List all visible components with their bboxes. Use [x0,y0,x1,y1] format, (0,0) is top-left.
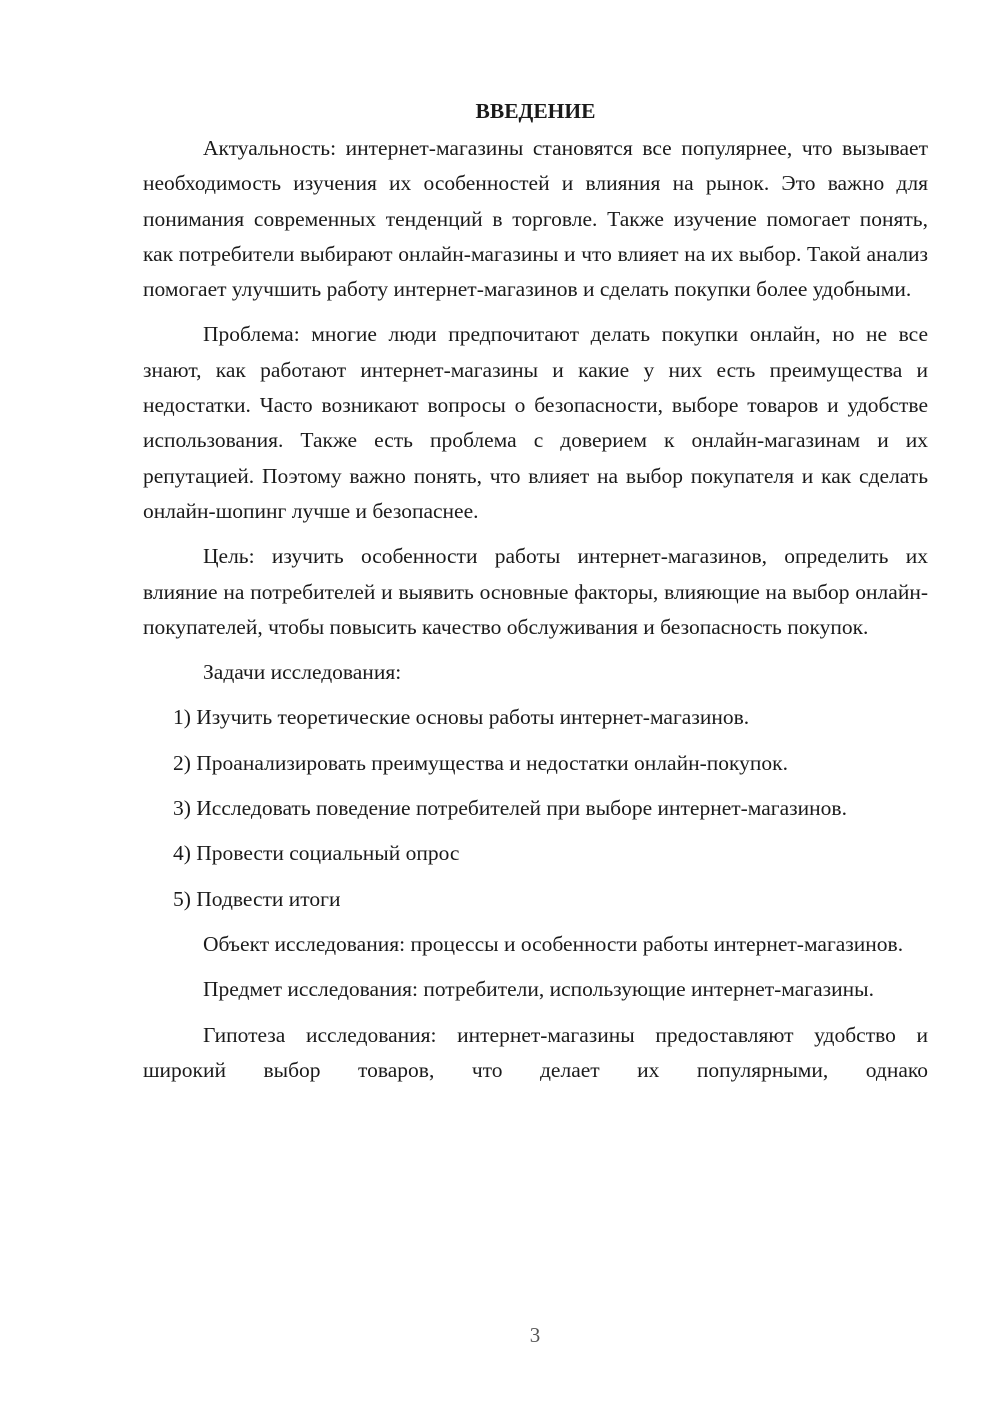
paragraph-goal: Цель: изучить особенности работы интернет-магазинов, определить их влияние на потребителей и выявить основные факторы, влияющие на выбор онлайн-покупателей, чтобы повысить качество обслуживания и безопасность покупок. [143,544,928,639]
paragraph-tasks-heading: Задачи исследования: [203,660,402,685]
paragraph-problem: Проблема: многие люди предпочитают делать покупки онлайн, но не все знают, как работают интернет-магазины и какие у них есть преимущества и недостатки. Часто возникают вопросы о безопасности, выборе товаров и удобстве использования. Также есть проблема с доверием к онлайн-магазинам и их репутацией. Поэтому важно понять, что влияет на выбор покупателя и как сделать онлайн-шопинг лучше и безопаснее. [143,322,928,523]
paragraph-relevance: Актуальность: интернет-магазины становятся все популярнее, что вызывает необходимость изучения их особенностей и влияния на рынок. Это важно для понимания современных тенденций в торговле. Также изучение помогает понять, как потребители выбирают онлайн-магазины и что влияет на их выбор. Такой анализ помогает улучшить работу интернет-магазинов и сделать покупки более удобными. [143,136,928,302]
page-number: 3 [529,1323,541,1347]
task-item-5: 5) Подвести итоги [173,886,341,911]
paragraph-subject: Предмет исследования: потребители, использующие интернет-магазины. [203,977,874,1002]
task-item-2: 2) Проанализировать преимущества и недостатки онлайн-покупок. [173,750,788,775]
task-item-4: 4) Провести социальный опрос [173,841,460,866]
paragraph-object: Объект исследования: процессы и особенности работы интернет-магазинов. [203,931,904,956]
document-page [143,95,928,1098]
page-title: ВВЕДЕНИЕ [475,99,596,123]
paragraph-hypothesis: Гипотеза исследования: интернет-магазины предоставляют удобство и широкий выбор товаров, что делает их популярными, однако [143,1022,928,1082]
task-item-3: 3) Исследовать поведение потребителей при выборе интернет-магазинов. [173,796,847,821]
task-item-1: 1) Изучить теоретические основы работы интернет-магазинов. [173,705,750,730]
